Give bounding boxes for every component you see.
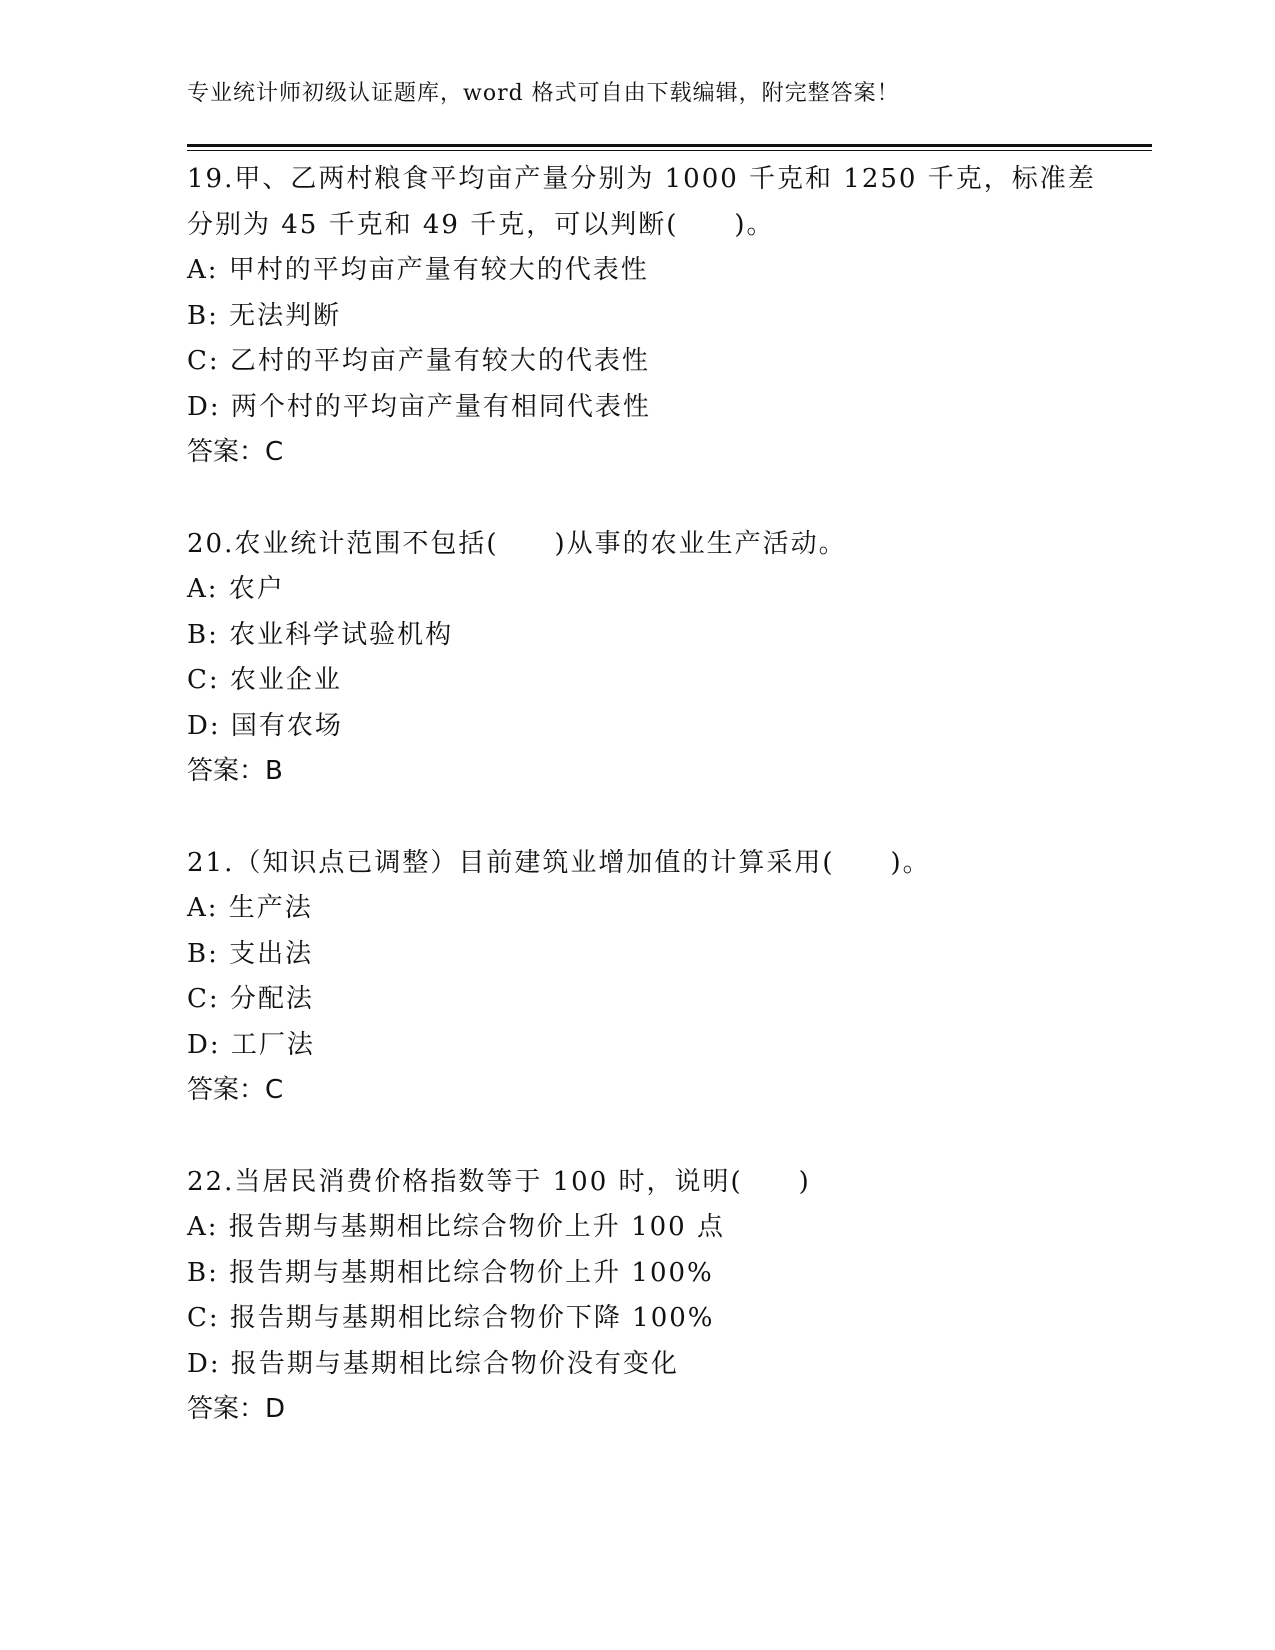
answer-line: 答案：C: [187, 1075, 284, 1105]
option-c: C: 分配法: [187, 984, 314, 1014]
question-stem-line: 19.甲、乙两村粮食平均亩产量分别为 1000 千克和 1250 千克，标准差: [187, 164, 1096, 194]
option-d: D: 两个村的平均亩产量有相同代表性: [187, 391, 651, 422]
option-c: C: 乙村的平均亩产量有较大的代表性: [187, 346, 650, 376]
option-b: B: 支出法: [187, 938, 314, 969]
question-20: [187, 522, 1152, 795]
option-b: B: 无法判断: [187, 300, 342, 331]
option-c: C: 报告期与基期相比综合物价下降 100%: [187, 1303, 715, 1333]
page-header: 专业统计师初级认证题库，word 格式可自由下载编辑，附完整答案！: [187, 81, 900, 106]
header-rule-thick: [187, 144, 1152, 147]
question-stem-line: 21.（知识点已调整）目前建筑业增加值的计算采用( )。: [187, 847, 931, 878]
option-b: B: 报告期与基期相比综合物价上升 100%: [187, 1257, 714, 1288]
option-a: A: 农户: [187, 574, 285, 604]
question-21: [187, 841, 1152, 1114]
option-d: D: 国有农场: [187, 710, 343, 741]
option-d: D: 工厂法: [187, 1029, 315, 1060]
question-stem-line: 20.农业统计范围不包括( )从事的农业生产活动。: [187, 528, 847, 559]
option-d: D: 报告期与基期相比综合物价没有变化: [187, 1348, 679, 1379]
option-a: A: 报告期与基期相比综合物价上升 100 点: [187, 1212, 725, 1242]
answer-line: 答案：B: [187, 756, 283, 786]
question-stem-line: 分别为 45 千克和 49 千克，可以判断( )。: [187, 209, 775, 240]
question-22: [187, 1160, 1152, 1433]
option-a: A: 甲村的平均亩产量有较大的代表性: [187, 255, 649, 285]
header-rule-thin: [187, 150, 1152, 151]
option-a: A: 生产法: [187, 893, 313, 923]
question-stem-line: 22.当居民消费价格指数等于 100 时，说明( ): [187, 1166, 811, 1197]
answer-line: 答案：D: [187, 1394, 286, 1424]
question-19: [187, 157, 1152, 476]
option-c: C: 农业企业: [187, 665, 342, 695]
option-b: B: 农业科学试验机构: [187, 619, 454, 650]
question-list: [187, 157, 1152, 1479]
answer-line: 答案：C: [187, 437, 284, 467]
